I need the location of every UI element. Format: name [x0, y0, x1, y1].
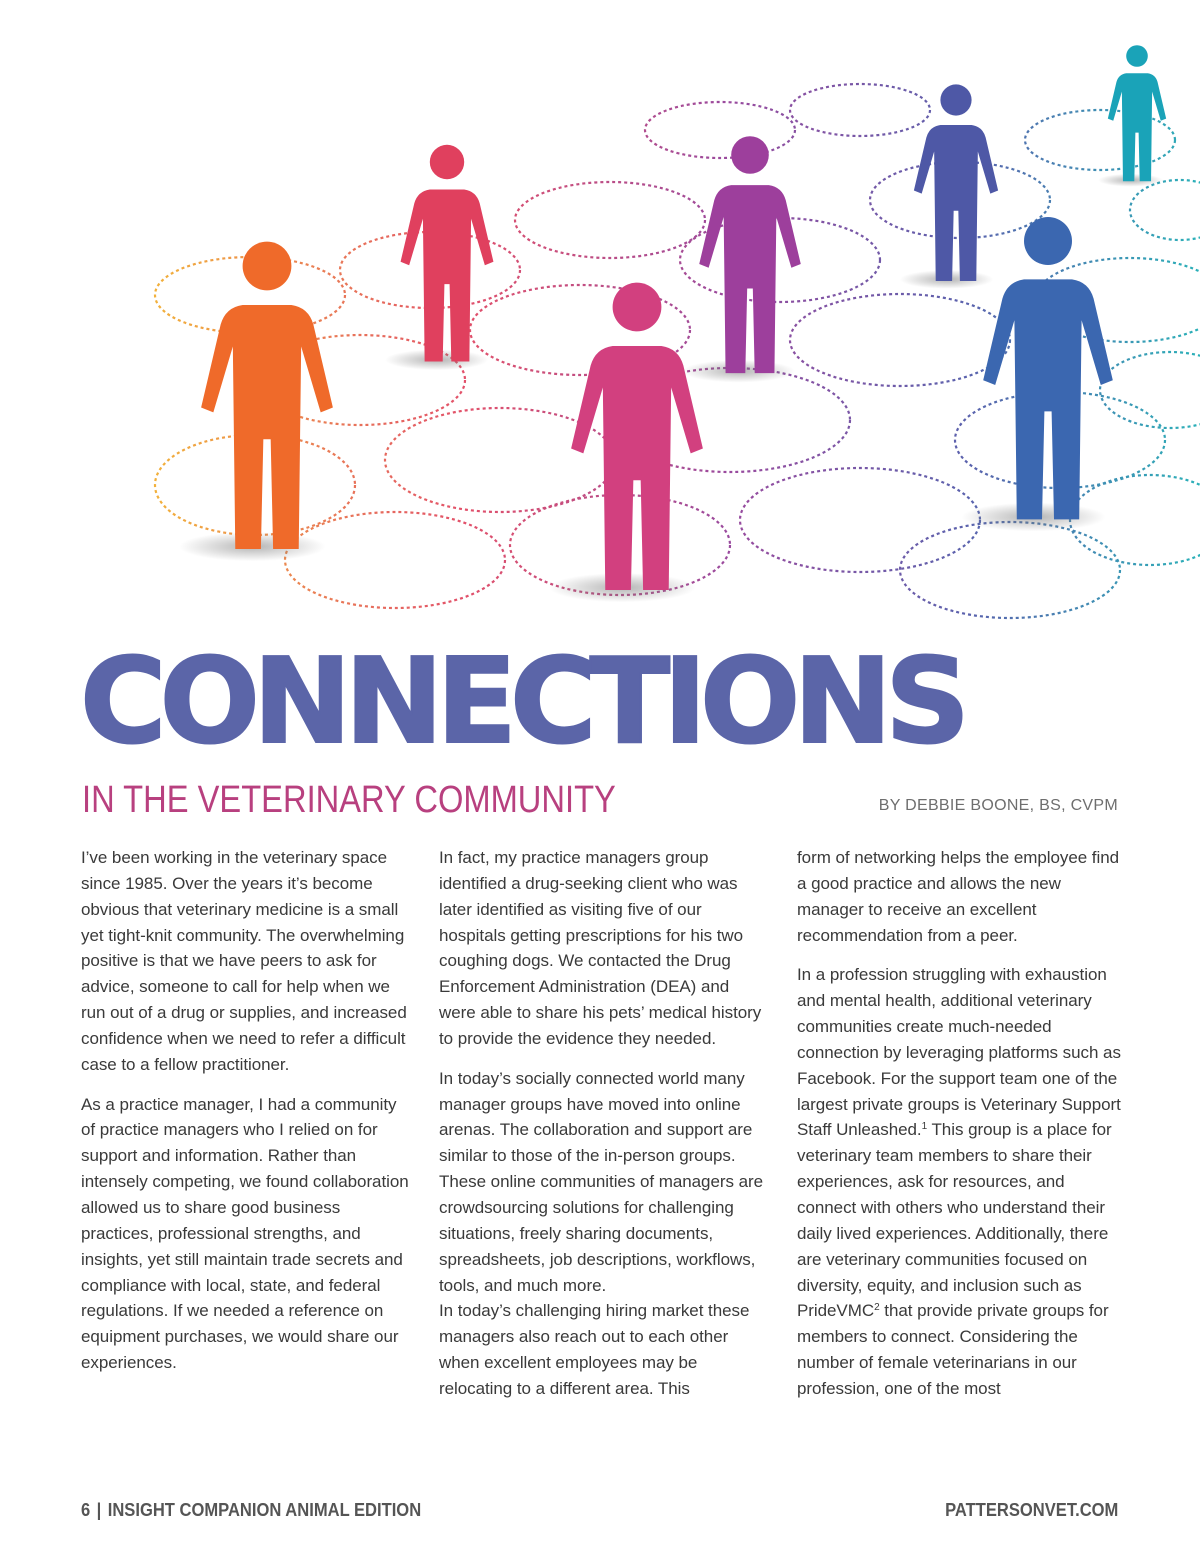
article-subtitle: IN THE VETERINARY COMMUNITY	[82, 779, 616, 821]
person-icon	[549, 283, 703, 603]
byline: BY DEBBIE BOONE, BS, CVPM	[878, 797, 1118, 814]
paragraph: In today’s socially connected world many manager groups have moved into online arenas. The collaboration and support are similar to those of the in-person groups. These online communities of managers are crowdsourcing solutions for challenging situations, freely sharing documents, spreadsheets, job descriptions, workflows, tools, and much more.	[439, 1068, 763, 1295]
article-column-3	[797, 845, 1127, 1416]
paragraph-text: This group is a place for veterinary team members to share their experiences, ask for resources, and connect with others who understand their daily lived experiences. Additionally, there are veterinary communities focused on diversity, equity, and inclusion such as PrideVMC	[797, 1120, 1112, 1321]
footer-publication	[81, 1500, 421, 1521]
person-icon	[682, 136, 800, 382]
paragraph-text: that provide private groups for members to connect. Considering the number of female veterinarians in our profession, one of the most	[797, 1301, 1109, 1398]
paragraph: In today’s challenging hiring market these managers also reach out to each other when excellent employees may be relocating to a different area. This	[439, 1301, 750, 1398]
paragraph: As a practice manager, I had a community of practice managers who I relied on for support and information. Rather than intensely competing, we found collaboration allowed us to share good business practices, professional strengths, and insights, yet still maintain trade secrets and compliance with local, state, and federal regulations. If we needed a reference on equipment purchases, we would share our experiences.	[81, 1094, 409, 1373]
footer-separator: |	[96, 1500, 102, 1520]
paragraph: I’ve been working in the veterinary space since 1985. Over the years it’s become obvious that veterinary medicine is a small yet tight-knit community. The overwhelming positive is that we have peers to ask for advice, someone to call for help when we run out of a drug or supplies, and increased confidence when we need to refer a difficult case to a fellow practitioner.	[81, 848, 407, 1074]
article-column-2	[439, 845, 769, 1416]
publication-name: INSIGHT COMPANION ANIMAL EDITION	[107, 1500, 422, 1520]
person-icon	[179, 242, 333, 562]
article-column-1	[81, 845, 411, 1390]
footer-website: PATTERSONVET.COM	[944, 1500, 1118, 1520]
people-figures	[179, 45, 1166, 602]
hero-illustration	[0, 0, 1200, 630]
person-icon	[900, 84, 998, 288]
article-title: CONNECTIONS	[80, 632, 964, 770]
person-icon	[385, 145, 493, 370]
page-number: 6	[81, 1500, 91, 1520]
paragraph: In fact, my practice managers group identified a drug-seeking client who was later identified as visiting five of our hospitals getting prescriptions for his two coughing dogs. We contacted the Drug Enforcement Administration (DEA) and were able to share his pets’ medical history to provide the evidence they needed.	[439, 848, 762, 1048]
footnote-ref: 1	[921, 1121, 928, 1133]
person-icon	[1098, 45, 1166, 186]
paragraph-text: In a profession struggling with exhaustion and mental health, additional veterinary communities create much-needed connection by leveraging platforms such as Facebook. For the support team one of the largest private groups is Veterinary Support Staff Unleashed.	[797, 965, 1121, 1140]
footnote-ref: 2	[874, 1302, 880, 1314]
paragraph	[797, 962, 1127, 1401]
person-icon	[962, 217, 1113, 531]
paragraph: form of networking helps the employee find a good practice and allows the new manager to receive an excellent recommendation from a peer.	[797, 848, 1120, 945]
